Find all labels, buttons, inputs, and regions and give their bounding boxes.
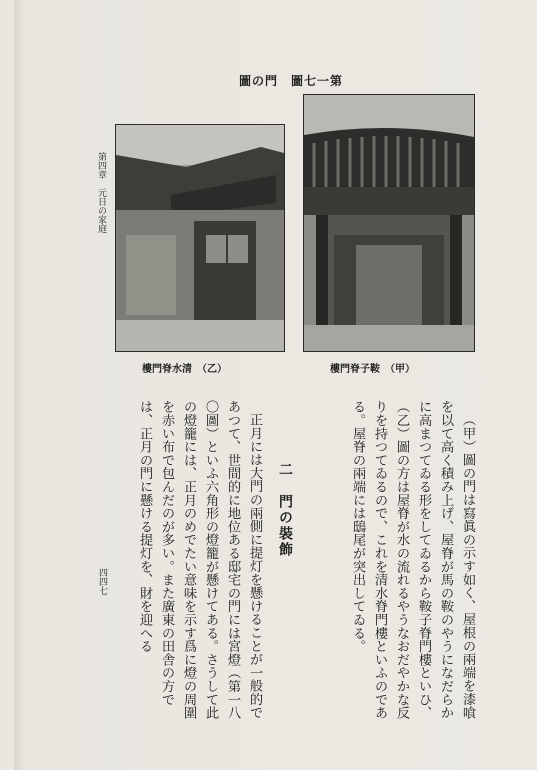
paragraph-1-text: （甲）圖の門は寫眞の示す如く、屋根の兩端を漆喰を以て高く積み上げ、屋脊が馬の鞍のやうになだらかに高まつてゐる形をしてゐるから鞍子脊門樓といひ、（乙）圖の方は屋脊が水の流れるやうなおだやかな反りを持つてゐるので、これを清水脊門樓といふのである。屋脊の兩端には鴟尾が突出してゐる。 xyxy=(350,400,475,720)
paragraph-2-text: 正月には大門の兩側に提灯を懸けることが一般的であつて、世間的に地位ある邸宅の門には宮燈（第一八〇圖）といふ六角形の燈籠が懸けてある。さうして此の燈籠には、正月のめでたい意味を示す爲に燈の周圍を赤い布で包んだのが多い。また廣東の田舎の方では、正月の門に懸ける提灯を、財を迎へる xyxy=(137,400,262,720)
caption-clear-water-ridge-gate: （乙） 清水脊門樓 xyxy=(142,364,227,375)
clear-water-ridge-gate-image xyxy=(116,125,284,351)
photo-clear-water-ridge-gate xyxy=(115,124,285,352)
figure-title: 第一七圖 門の圖 xyxy=(239,74,344,88)
section-heading: 二 門の裝飾 xyxy=(277,462,293,558)
running-header: 第四章 元日の家庭 xyxy=(96,152,106,233)
paragraph-1 xyxy=(310,400,478,730)
page-number: 四四七 xyxy=(97,568,107,595)
caption-saddle-ridge-gate: （甲） 鞍子脊門樓 xyxy=(330,364,415,375)
saddle-ridge-gate-image xyxy=(304,95,474,351)
photo-saddle-ridge-gate xyxy=(303,94,475,352)
paragraph-2 xyxy=(117,400,265,730)
book-page xyxy=(14,0,537,770)
